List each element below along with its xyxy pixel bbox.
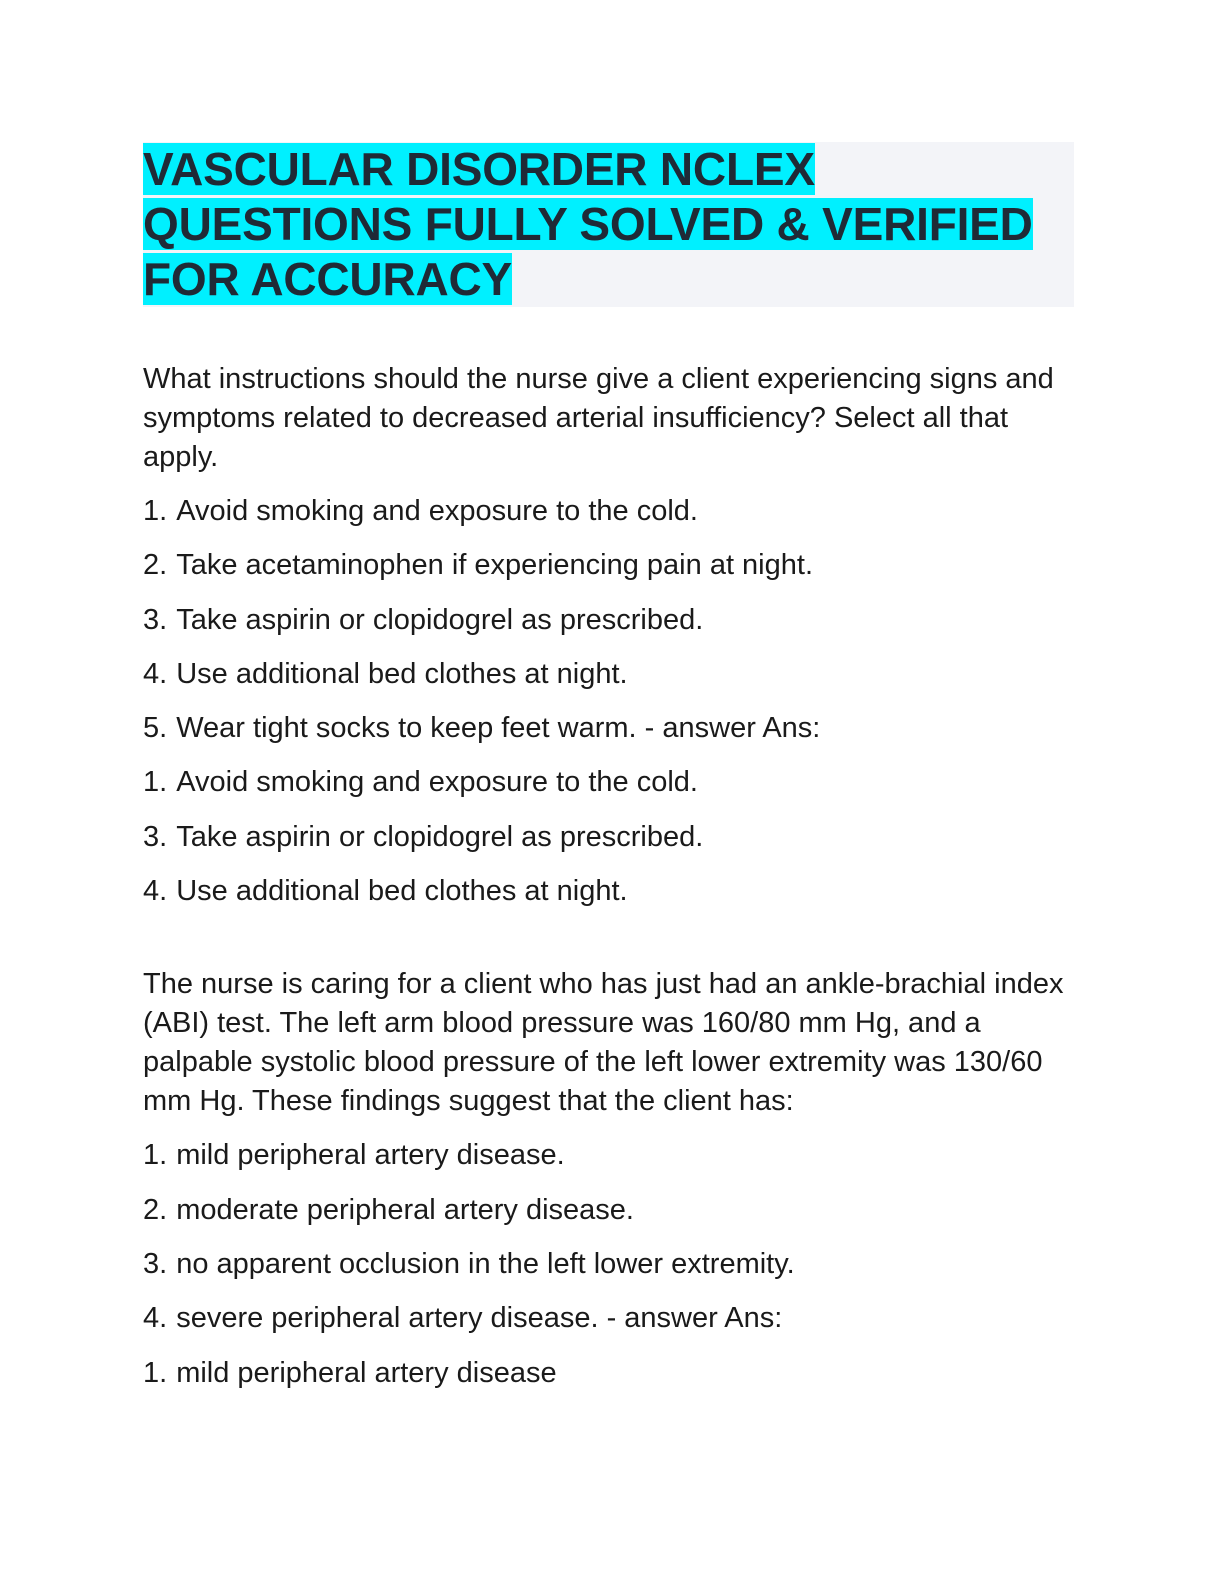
- answer-number: 1.: [143, 1356, 168, 1389]
- option-text: Take acetaminophen if experiencing pain at night.: [176, 549, 813, 582]
- option-text: severe peripheral artery disease. - answer Ans:: [176, 1302, 783, 1335]
- answer-number: 3.: [143, 820, 168, 853]
- answer-number: 1.: [143, 766, 168, 799]
- question-1: [143, 360, 1083, 911]
- option-number: 1.: [143, 495, 168, 527]
- option-text: Avoid smoking and exposure to the cold.: [176, 495, 698, 527]
- question-1-options: [143, 477, 1083, 911]
- document-content: [143, 360, 1083, 1393]
- answer-item: [143, 803, 1083, 857]
- option-number: 4.: [143, 657, 168, 690]
- title-block: [143, 142, 1074, 307]
- list-item: [143, 1284, 1083, 1338]
- answer-text: Use additional bed clothes at night.: [176, 875, 628, 908]
- question-2: [143, 965, 1083, 1392]
- list-item: [143, 640, 1083, 694]
- option-number: 3.: [143, 603, 168, 636]
- question-2-options: [143, 1121, 1083, 1392]
- answer-text: Take aspirin or clopidogrel as prescribed.: [176, 820, 704, 853]
- option-number: 5.: [143, 712, 168, 745]
- answer-text: mild peripheral artery disease: [176, 1356, 557, 1389]
- list-item: [143, 477, 1083, 531]
- answer-item: [143, 748, 1083, 802]
- answer-item: [143, 1339, 1083, 1393]
- option-text: no apparent occlusion in the left lower extremity.: [176, 1247, 795, 1280]
- answer-text: Avoid smoking and exposure to the cold.: [176, 766, 698, 799]
- list-item: [143, 531, 1083, 585]
- option-text: Take aspirin or clopidogrel as prescribed.: [176, 603, 704, 636]
- answer-number: 4.: [143, 875, 168, 908]
- option-text: mild peripheral artery disease.: [176, 1139, 565, 1172]
- option-number: 2.: [143, 1193, 168, 1226]
- list-item: [143, 1121, 1083, 1175]
- question-2-prompt: The nurse is caring for a client who has just had an ankle-brachial index (ABI) test. The left arm blood pressure was 160/80 mm Hg, and a palpable systolic blood pressure of the left lower extremity was 130/60 mm Hg. These findings suggest that the client has:: [143, 968, 1064, 1118]
- option-number: 3.: [143, 1247, 168, 1280]
- question-1-prompt: What instructions should the nurse give a client experiencing signs and symptoms related to decreased arterial insufficiency? Select all that apply.: [143, 363, 1054, 473]
- option-text: Wear tight socks to keep feet warm. - answer Ans:: [176, 712, 821, 745]
- answer-item: [143, 857, 1083, 911]
- document-title: [143, 142, 1074, 307]
- list-item: [143, 1176, 1083, 1230]
- title-highlight: VASCULAR DISORDER NCLEX QUESTIONS FULLY SOLVED & VERIFIED FOR ACCURACY: [143, 143, 1033, 305]
- list-item: [143, 586, 1083, 640]
- option-number: 1.: [143, 1139, 168, 1172]
- list-item: [143, 1230, 1083, 1284]
- option-number: 4.: [143, 1302, 168, 1335]
- option-text: Use additional bed clothes at night.: [176, 657, 628, 690]
- option-number: 2.: [143, 549, 168, 582]
- list-item: [143, 694, 1083, 748]
- option-text: moderate peripheral artery disease.: [176, 1193, 634, 1226]
